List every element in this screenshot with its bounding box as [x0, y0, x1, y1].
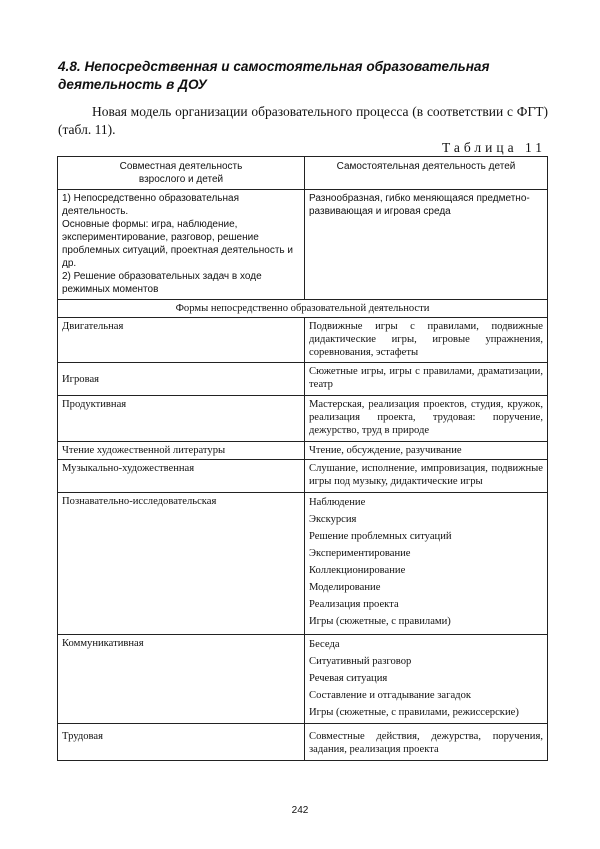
area-cell: Музыкально-художественная — [58, 460, 305, 493]
intro-paragraph: Новая модель организации образовательного процесса (в соответствии с ФГТ) (табл. 11). — [58, 104, 548, 137]
area-cell: Трудовая — [58, 724, 305, 761]
table-row — [58, 318, 548, 363]
forms-header: Формы непосредственно образовательной деятельности — [58, 300, 548, 318]
table-row-labor — [58, 724, 548, 761]
list-item: Игры (сюжетные, с правилами, режиссерские) — [309, 707, 519, 718]
section-heading-line2: деятельность в ДОУ — [58, 77, 207, 92]
overview-item-forms: Основные формы: игра, наблюдение, экспериментирование, разговор, решение проблемных ситуаций, проектная деятельность и др. — [62, 219, 293, 269]
table-label: Таблица 11 — [442, 140, 546, 155]
page-number: 242 — [291, 805, 309, 816]
table-header-row — [58, 157, 548, 190]
list-item: Решение проблемных ситуаций — [309, 531, 452, 542]
list-item: Наблюдение — [309, 497, 366, 508]
table-row — [58, 442, 548, 460]
area-cell: Коммуникативная — [58, 635, 305, 724]
forms-list-cell — [305, 635, 548, 724]
section-heading-line1: 4.8. Непосредственная и самостоятельная образовательная — [58, 59, 490, 74]
table-row-cognitive — [58, 493, 548, 635]
list-item: Ситуативный разговор — [309, 656, 412, 667]
overview-independent-cell: Разнообразная, гибко меняющаяся предметно-развивающая и игровая среда — [305, 190, 548, 300]
table-row — [58, 460, 548, 493]
list-item: Беседа — [309, 639, 340, 650]
list-item: Реализация проекта — [309, 599, 399, 610]
area-cell: Чтение художественной литературы — [58, 442, 305, 460]
forms-cell: Подвижные игры с правилами, подвижные дидактические игры, игровые упражнения, соревнования, эстафеты — [305, 318, 548, 363]
header-independent-activity: Самостоятельная деятельность детей — [305, 157, 548, 190]
list-item: Экспериментирование — [309, 548, 411, 559]
list-item: Коллекционирование — [309, 565, 406, 576]
forms-cell: Слушание, исполнение, импровизация, подвижные игры под музыку, дидактические игры — [305, 460, 548, 493]
area-cell: Познавательно-исследовательская — [58, 493, 305, 635]
table-row-communicative — [58, 635, 548, 724]
list-item: Речевая ситуация — [309, 673, 388, 684]
overview-item-1: 1) Непосредственно образовательная деятельность. — [62, 193, 240, 217]
area-cell: Продуктивная — [58, 396, 305, 442]
activities-table — [57, 156, 548, 761]
table-row — [58, 396, 548, 442]
forms-header-row — [58, 300, 548, 318]
header-joint-activity: Совместная деятельность взрослого и детей — [58, 157, 305, 190]
forms-cell: Мастерская, реализация проектов, студия, кружок, реализация проекта, трудовая: поручение, дежурство, труд в природе — [305, 396, 548, 442]
section-heading — [58, 58, 548, 94]
overview-item-2: 2) Решение образовательных задач в ходе режимных моментов — [62, 271, 262, 295]
forms-cell: Сюжетные игры, игры с правилами, драматизации, театр — [305, 363, 548, 396]
forms-list-cell — [305, 493, 548, 635]
forms-cell: Чтение, обсуждение, разучивание — [305, 442, 548, 460]
area-cell: Двигательная — [58, 318, 305, 363]
overview-joint-cell — [58, 190, 305, 300]
list-item: Игры (сюжетные, с правилами) — [309, 616, 451, 627]
list-item: Составление и отгадывание загадок — [309, 690, 472, 701]
table-row — [58, 363, 548, 396]
list-item: Моделирование — [309, 582, 381, 593]
area-cell: Игровая — [58, 363, 305, 396]
table-row-overview — [58, 190, 548, 300]
forms-cell: Совместные действия, дежурства, поручения, задания, реализация проекта — [305, 724, 548, 761]
list-item: Экскурсия — [309, 514, 357, 525]
